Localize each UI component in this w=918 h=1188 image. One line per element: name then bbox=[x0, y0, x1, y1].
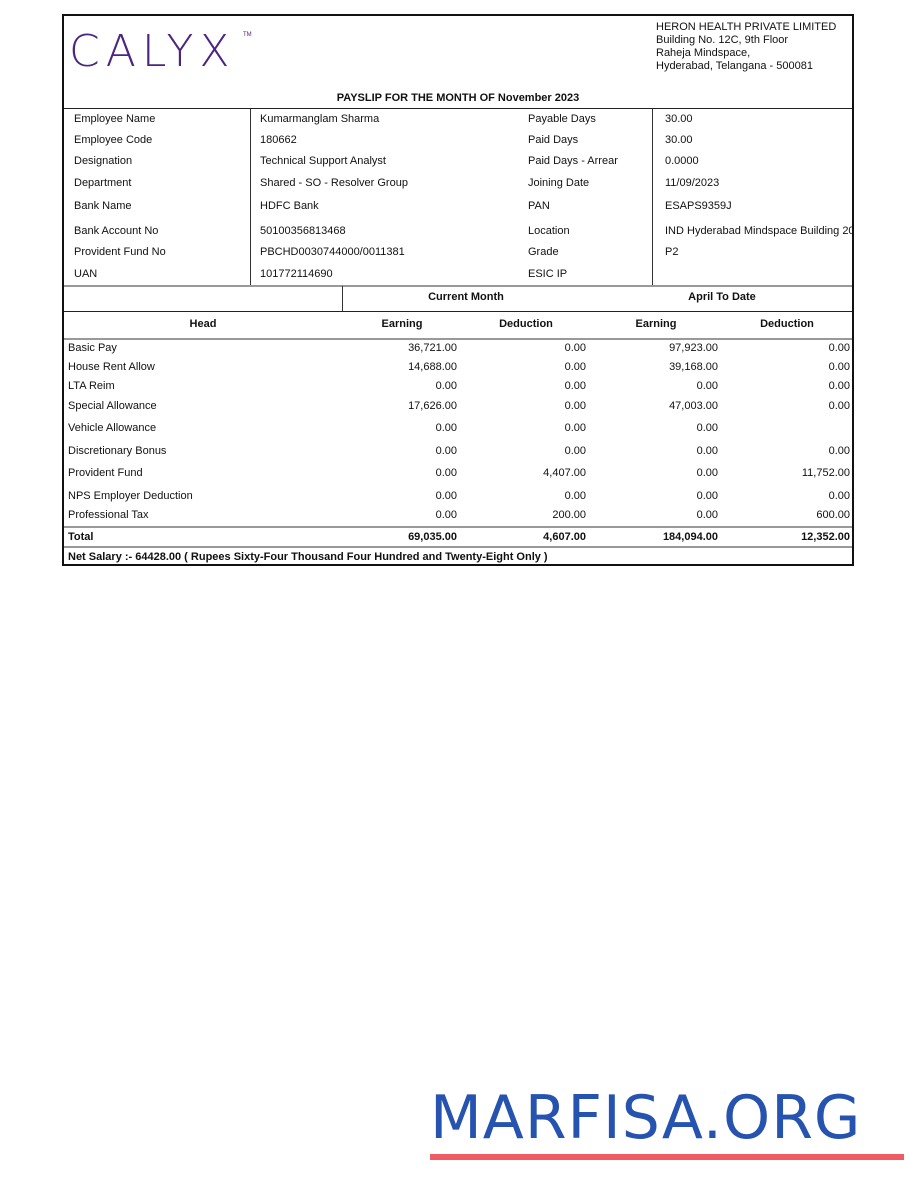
value-employee-code: 180662 bbox=[260, 134, 297, 146]
row-cm-earning: 0.00 bbox=[435, 490, 457, 502]
divider bbox=[64, 526, 852, 528]
row-cm-deduction: 0.00 bbox=[564, 342, 586, 354]
value-location: IND Hyderabad Mindspace Building 20 bbox=[665, 225, 855, 237]
value-paid-days: 30.00 bbox=[665, 134, 693, 146]
row-atd-earning: 0.00 bbox=[696, 380, 718, 392]
row-head: House Rent Allow bbox=[68, 361, 155, 373]
row-atd-deduction: 0.00 bbox=[828, 445, 850, 457]
watermark-text: MARFISA.ORG bbox=[430, 1083, 862, 1153]
value-paid-days-arrear: 0.0000 bbox=[665, 155, 699, 167]
row-head: Special Allowance bbox=[68, 400, 157, 412]
calyx-logo bbox=[69, 26, 252, 77]
row-cm-deduction: 0.00 bbox=[564, 422, 586, 434]
label-employee-code: Employee Code bbox=[74, 134, 153, 146]
label-designation: Designation bbox=[74, 155, 133, 167]
trademark-mark: TM bbox=[243, 32, 252, 38]
value-grade: P2 bbox=[665, 246, 679, 258]
row-cm-earning: 17,626.00 bbox=[408, 400, 457, 412]
label-location: Location bbox=[528, 225, 570, 237]
row-atd-deduction: 0.00 bbox=[828, 361, 850, 373]
company-name: HERON HEALTH PRIVATE LIMITED bbox=[656, 21, 837, 33]
row-cm-earning: 0.00 bbox=[435, 445, 457, 457]
value-department: Shared - SO - Resolver Group bbox=[260, 177, 408, 189]
row-atd-deduction: 0.00 bbox=[828, 342, 850, 354]
logo-text: CALYX bbox=[69, 26, 236, 77]
row-cm-deduction: 0.00 bbox=[564, 380, 586, 392]
row-atd-earning: 0.00 bbox=[696, 422, 718, 434]
row-atd-earning: 39,168.00 bbox=[669, 361, 718, 373]
row-head: Basic Pay bbox=[68, 342, 117, 354]
row-atd-deduction: 600.00 bbox=[816, 509, 850, 521]
total-atd-deduction: 12,352.00 bbox=[801, 531, 850, 543]
row-cm-earning: 0.00 bbox=[435, 509, 457, 521]
col-cm-deduction: Deduction bbox=[499, 318, 553, 330]
row-atd-earning: 0.00 bbox=[696, 445, 718, 457]
row-atd-earning: 0.00 bbox=[696, 467, 718, 479]
payslip-title: PAYSLIP FOR THE MONTH OF November 2023 bbox=[336, 92, 580, 104]
row-cm-deduction: 200.00 bbox=[552, 509, 586, 521]
row-cm-earning: 0.00 bbox=[435, 422, 457, 434]
row-head: LTA Reim bbox=[68, 380, 115, 392]
row-head: Discretionary Bonus bbox=[68, 445, 167, 457]
divider bbox=[250, 109, 251, 285]
value-pan: ESAPS9359J bbox=[665, 200, 732, 212]
watermark-underline bbox=[430, 1154, 904, 1160]
row-cm-deduction: 0.00 bbox=[564, 445, 586, 457]
label-bank-name: Bank Name bbox=[74, 200, 132, 212]
group-header-april-to-date: April To Date bbox=[688, 291, 756, 303]
total-label: Total bbox=[68, 531, 94, 543]
col-atd-earning: Earning bbox=[635, 318, 677, 330]
value-payable-days: 30.00 bbox=[665, 113, 693, 125]
row-cm-earning: 14,688.00 bbox=[408, 361, 457, 373]
label-paid-days-arrear: Paid Days - Arrear bbox=[528, 155, 618, 167]
label-pan: PAN bbox=[528, 200, 550, 212]
value-bank-account-no: 50100356813468 bbox=[260, 225, 346, 237]
row-atd-earning: 97,923.00 bbox=[669, 342, 718, 354]
row-atd-deduction: 0.00 bbox=[828, 380, 850, 392]
row-head: Vehicle Allowance bbox=[68, 422, 157, 434]
row-cm-earning: 36,721.00 bbox=[408, 342, 457, 354]
company-address bbox=[656, 21, 836, 73]
value-bank-name: HDFC Bank bbox=[260, 200, 319, 212]
row-head: Professional Tax bbox=[68, 509, 149, 521]
value-uan: 101772114690 bbox=[260, 268, 333, 280]
row-cm-deduction: 4,407.00 bbox=[543, 467, 586, 479]
value-designation: Technical Support Analyst bbox=[260, 155, 386, 167]
label-uan: UAN bbox=[74, 268, 98, 280]
address-line-3: Hyderabad, Telangana - 500081 bbox=[656, 60, 813, 72]
label-paid-days: Paid Days bbox=[528, 134, 579, 146]
marfisa-watermark bbox=[430, 1083, 908, 1160]
row-atd-deduction: 11,752.00 bbox=[801, 467, 850, 479]
label-joining-date: Joining Date bbox=[528, 177, 590, 189]
divider bbox=[64, 108, 852, 109]
row-atd-deduction: 0.00 bbox=[828, 400, 850, 412]
label-provident-fund-no: Provident Fund No bbox=[74, 246, 166, 258]
label-payable-days: Payable Days bbox=[528, 113, 596, 125]
payslip-document bbox=[62, 14, 854, 566]
address-line-1: Building No. 12C, 9th Floor bbox=[656, 34, 789, 46]
label-grade: Grade bbox=[528, 246, 559, 258]
address-line-2: Raheja Mindspace, bbox=[656, 47, 751, 59]
row-atd-earning: 0.00 bbox=[696, 509, 718, 521]
label-employee-name: Employee Name bbox=[74, 113, 156, 125]
value-employee-name: Kumarmanglam Sharma bbox=[260, 113, 380, 125]
divider bbox=[64, 338, 852, 340]
col-atd-deduction: Deduction bbox=[760, 318, 814, 330]
row-atd-earning: 47,003.00 bbox=[669, 400, 718, 412]
net-salary: Net Salary :- 64428.00 ( Rupees Sixty-Four Thousand Four Hundred and Twenty-Eight Only ) bbox=[68, 551, 548, 563]
value-provident-fund-no: PBCHD0030744000/0011381 bbox=[260, 246, 405, 258]
label-bank-account-no: Bank Account No bbox=[74, 225, 159, 237]
col-head: Head bbox=[189, 318, 217, 330]
label-department: Department bbox=[74, 177, 132, 189]
total-cm-deduction: 4,607.00 bbox=[543, 531, 586, 543]
row-head: NPS Employer Deduction bbox=[68, 490, 193, 502]
row-cm-earning: 0.00 bbox=[435, 380, 457, 392]
group-header-current-month: Current Month bbox=[428, 291, 504, 303]
row-atd-earning: 0.00 bbox=[696, 490, 718, 502]
row-atd-deduction: 0.00 bbox=[828, 490, 850, 502]
total-atd-earning: 184,094.00 bbox=[662, 531, 718, 543]
row-cm-deduction: 0.00 bbox=[564, 490, 586, 502]
divider bbox=[652, 109, 653, 285]
divider bbox=[64, 311, 852, 312]
divider bbox=[64, 546, 852, 548]
row-cm-deduction: 0.00 bbox=[564, 400, 586, 412]
value-joining-date: 11/09/2023 bbox=[665, 177, 720, 189]
col-cm-earning: Earning bbox=[381, 318, 423, 330]
total-cm-earning: 69,035.00 bbox=[408, 531, 457, 543]
divider bbox=[64, 285, 852, 287]
row-head: Provident Fund bbox=[68, 467, 143, 479]
row-cm-deduction: 0.00 bbox=[564, 361, 586, 373]
label-esic-ip: ESIC IP bbox=[528, 268, 568, 280]
row-cm-earning: 0.00 bbox=[435, 467, 457, 479]
